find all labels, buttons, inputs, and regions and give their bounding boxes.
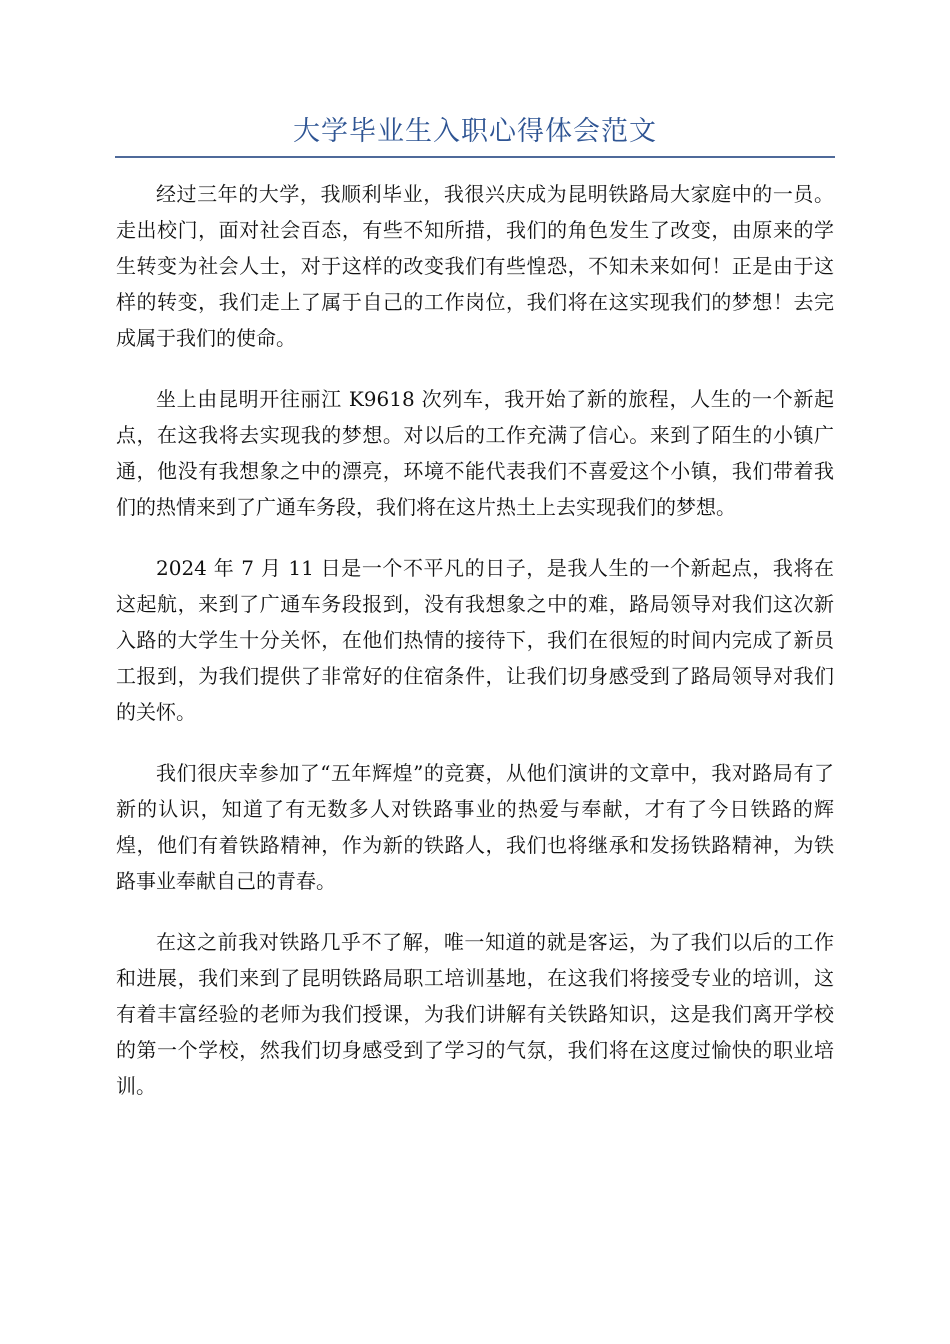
paragraph-3: 2024 年 7 月 11 日是一个不平凡的日子，是我人生的一个新起点，我将在这起航，来到了广通车务段报到，没有我想象之中的难，路局领导对我们这次新入路的大学生十分关怀，在他们热情的接待下，我们在很短的时间内完成了新员工报到，为我们提供了非常好的住宿条件，让我们切身感受到了路局领导对我们的关怀。: [116, 556, 834, 724]
paragraph-4: 我们很庆幸参加了“五年辉煌”的竞赛，从他们演讲的文章中，我对路局有了新的认识，知道了有无数多人对铁路事业的热爱与奉献，才有了今日铁路的辉煌，他们有着铁路精神，作为新的铁路人，我们也将继承和发扬铁路精神，为铁路事业奉献自己的青春。: [116, 761, 834, 893]
paragraph-1: 经过三年的大学，我顺利毕业，我很兴庆成为昆明铁路局大家庭中的一员。走出校门，面对社会百态，有些不知所措，我们的角色发生了改变，由原来的学生转变为社会人士，对于这样的改变我们有些惶恐，不知未来如何！正是由于这样的转变，我们走上了属于自己的工作岗位，我们将在这实现我们的梦想！去完成属于我们的使命。: [116, 182, 834, 350]
title-block: [115, 112, 835, 158]
page-title: 大学毕业生入职心得体会范文: [293, 116, 657, 147]
paragraph-5: 在这之前我对铁路几乎不了解，唯一知道的就是客运，为了我们以后的工作和进展，我们来到了昆明铁路局职工培训基地，在这我们将接受专业的培训，这有着丰富经验的老师为我们授课，为我们讲解有关铁路知识，这是我们离开学校的第一个学校，然我们切身感受到了学习的气氛，我们将在这度过愉快的职业培训。: [116, 930, 834, 1098]
document-body: [116, 176, 834, 1129]
paragraph-2: 坐上由昆明开往丽江 K9618 次列车，我开始了新的旅程，人生的一个新起点，在这我将去实现我的梦想。对以后的工作充满了信心。来到了陌生的小镇广通，他没有我想象之中的漂亮，环境不能代表我们不喜爱这个小镇，我们带着我们的热情来到了广通车务段，我们将在这片热土上去实现我们的梦想。: [116, 387, 834, 519]
